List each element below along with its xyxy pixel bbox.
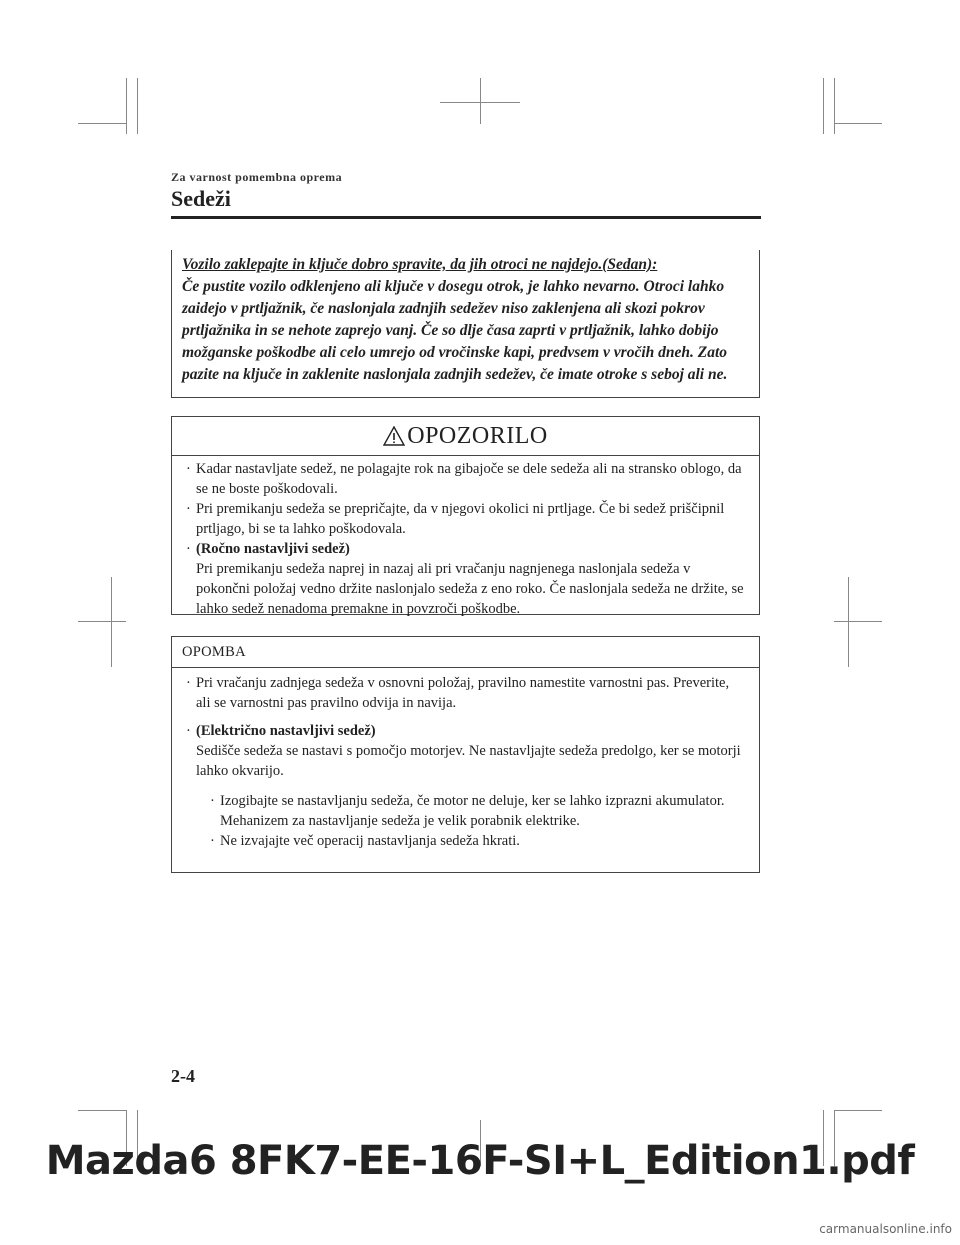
bullet: · bbox=[186, 461, 191, 477]
list-item bbox=[186, 459, 746, 499]
list-item-text: Pri vračanju zadnjega sedeža v osnovni položaj, pravilno namestite varnostni pas. Preverite, ali se varnostni pas pravilno odvija in navija. bbox=[196, 675, 730, 711]
bullet: · bbox=[210, 833, 215, 849]
warning-continued-text bbox=[182, 254, 754, 386]
list-item bbox=[186, 721, 746, 851]
watermark: carmanualsonline.info bbox=[819, 1222, 952, 1236]
list-item bbox=[186, 499, 746, 539]
footer-file-name: Mazda6 8FK7-EE-16F-SI+L_Edition1.pdf bbox=[45, 1138, 915, 1184]
warning-box bbox=[171, 416, 760, 615]
list-item-text: Kadar nastavljate sedež, ne polagajte rok na gibajoče se dele sedeža ali na stransko oblogo, da se ne boste poškodovali. bbox=[196, 461, 742, 497]
bullet: · bbox=[186, 501, 191, 517]
warning-triangle-icon bbox=[383, 426, 405, 446]
warning-title: OPOZORILO bbox=[407, 422, 548, 449]
list-item-text: Pri premikanju sedeža se prepričajte, da v njegovi okolici ni prtljage. Če bi sedež priščipnil prtljago, bi se ta lahko poškodovala. bbox=[196, 501, 725, 537]
list-item bbox=[186, 673, 746, 713]
list-item-text: Pri premikanju sedeža naprej in nazaj ali pri vračanju nagnjenega naslonjala sedeža v pokončni položaj vedno držite naslonjalo sedeža z eno roko. Če naslonjala sedeža ne držite, se lahko sedež nenadoma premakne in povzroči poškodbe. bbox=[196, 561, 744, 617]
bullet: · bbox=[210, 793, 215, 809]
sublist-item bbox=[210, 791, 746, 831]
sublist-item-text: Ne izvajajte več operacij nastavljanja sedeža hkrati. bbox=[220, 833, 520, 849]
list-item bbox=[186, 539, 746, 619]
title-rule bbox=[171, 216, 761, 219]
list-item-heading: (Električno nastavljivi sedež) bbox=[196, 723, 376, 739]
list-item-heading: (Ročno nastavljivi sedež) bbox=[196, 541, 350, 557]
page-number: 2-4 bbox=[171, 1066, 195, 1086]
sublist-item-text: Izogibajte se nastavljanju sedeža, če motor ne deluje, ker se lahko izprazni akumulator. Mehanizem za nastavljanje sedeža je velik porabnik elektrike. bbox=[220, 793, 725, 829]
bullet: · bbox=[186, 675, 191, 691]
warning-continued-lead: Vozilo zaklepajte in ključe dobro spravite, da jih otroci ne najdejo.(Sedan): bbox=[182, 256, 658, 273]
list-item-text: Sedišče sedeža se nastavi s pomočjo motorjev. Ne nastavljajte sedeža predolgo, ker se motorji lahko okvarijo. bbox=[196, 743, 741, 779]
section-label: Za varnost pomembna oprema bbox=[171, 170, 343, 184]
note-sublist bbox=[210, 791, 746, 851]
bullet: · bbox=[186, 723, 191, 739]
warning-continued-body: Če pustite vozilo odklenjeno ali ključe v dosegu otrok, je lahko nevarno. Otroci lahko zaidejo v prtljažnik, če naslonjala zadnjih sedežev niso zaklenjena ali skozi pokrov prtljažnika in se nehote zaprejo vanj. Če so dlje časa zaprti v prtljažnik, lahko dobijo možganske poškodbe ali celo umrejo od vročinske kapi, predvsem v vročih dneh. Zato pazite na ključe in zaklenite naslonjala zadnjih sedežev, če imate otroke s seboj ali ne. bbox=[182, 278, 728, 383]
page-title: Sedeži bbox=[171, 186, 231, 211]
bullet: · bbox=[186, 541, 191, 557]
sublist-item bbox=[210, 831, 746, 851]
note-box bbox=[171, 636, 760, 873]
warning-list bbox=[186, 459, 746, 619]
note-title: OPOMBA bbox=[182, 644, 246, 660]
note-header bbox=[172, 637, 759, 668]
warning-header bbox=[172, 417, 759, 456]
note-list bbox=[186, 673, 746, 859]
warning-continued-box bbox=[171, 250, 760, 398]
